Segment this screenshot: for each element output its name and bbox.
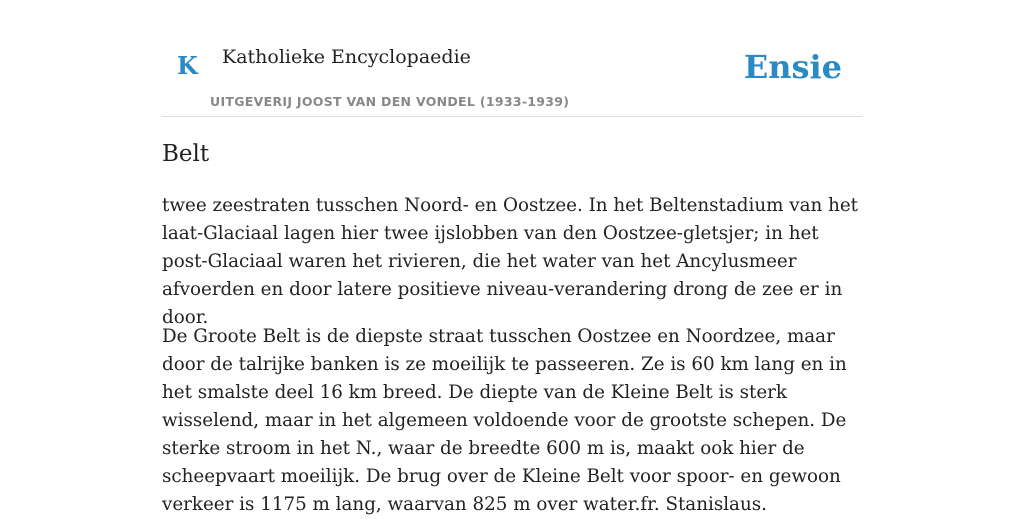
entry-paragraph-2: De Groote Belt is de diepste straat tusschen Oostzee en Noordzee, maar door de talrijke banken is ze moeilijk te passeeren. Ze is 60 km lang en in het smalste deel 16 km breed. De diepte van de Kleine Belt is sterk wisselend, maar in het algemeen voldoende voor de grootste schepen. De sterke stroom in het N., waar de breedte 600 m is, maakt ook hier de scheepvaart moeilijk. De brug over de Kleine Belt voor spoor- en gewoon verkeer is 1175 m lang, waarvan 825 m over water.fr. Stanislaus. [162, 326, 847, 515]
entry-paragraph-1: twee zeestraten tusschen Noord- en Oostzee. In het Beltenstadium van het laat-Glaciaal lagen hier twee ijslobben van den Oostzee-gletsjer; in het post-Glaciaal waren het rivieren, die het water van het Ancylusmeer afvoerden en door latere positieve niveau-verandering drong de zee er in door. [162, 195, 859, 328]
publication-title[interactable]: Katholieke Encyclopaedie [222, 46, 471, 68]
page-container [162, 0, 862, 515]
site-logo[interactable]: Ensie [743, 48, 842, 86]
publication-subtitle: UITGEVERIJ JOOST VAN DEN VONDEL (1933-1939) [210, 94, 570, 109]
entry-title: Belt [162, 141, 210, 167]
site-header [162, 0, 862, 117]
publication-logo[interactable]: K [177, 51, 198, 80]
